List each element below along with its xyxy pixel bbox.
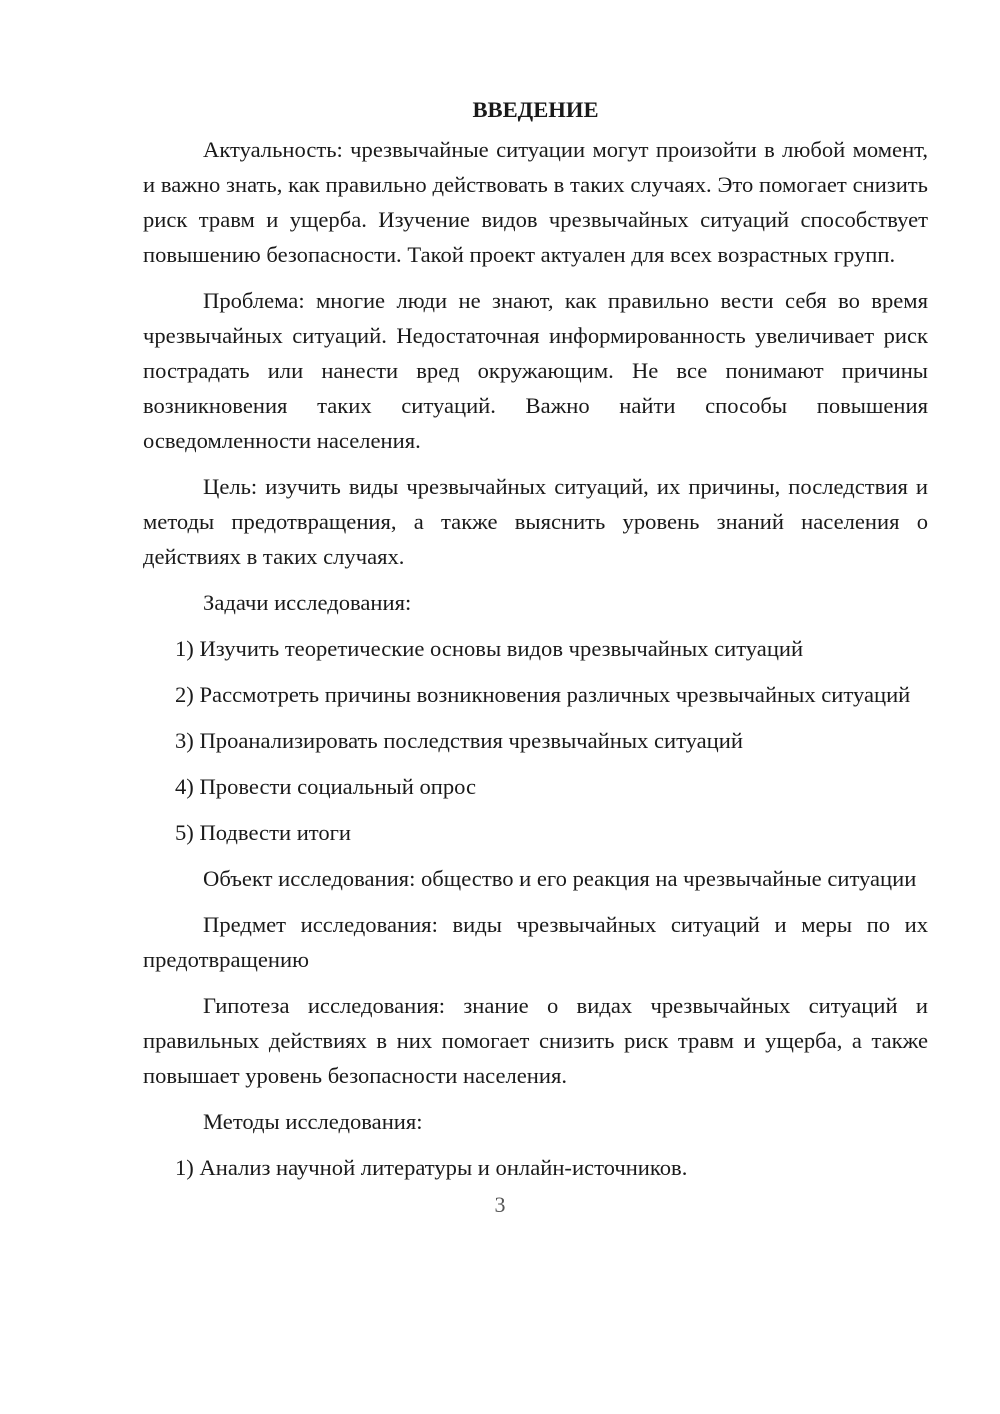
document-page <box>143 92 928 1196</box>
goal-paragraph: Цель: изучить виды чрезвычайных ситуаций, их причины, последствия и методы предотвращения, а также выяснить уровень знаний населения о действиях в таких случаях. <box>143 474 928 569</box>
methods-list <box>143 1150 928 1185</box>
tasks-heading: Задачи исследования: <box>203 590 412 615</box>
relevance-paragraph: Актуальность: чрезвычайные ситуации могут произойти в любой момент, и важно знать, как правильно действовать в таких случаях. Это помогает снизить риск травм и ущерба. Изучение видов чрезвычайных ситуаций способствует повышению безопасности. Такой проект актуален для всех возрастных групп. <box>143 137 928 267</box>
problem-paragraph: Проблема: многие люди не знают, как правильно вести себя во время чрезвычайных ситуаций. Недостаточная информированность увеличивает риск пострадать или нанести вред окружающим. Не все понимают причины возникновения таких ситуаций. Важно найти способы повышения осведомленности населения. <box>143 288 928 453</box>
task-item: 4) Провести социальный опрос <box>175 774 477 799</box>
method-item: 1) Анализ научной литературы и онлайн-источников. <box>175 1155 688 1180</box>
methods-heading: Методы исследования: <box>203 1109 423 1134</box>
subject-paragraph: Предмет исследования: виды чрезвычайных ситуаций и меры по их предотвращению <box>143 912 928 972</box>
task-item: 1) Изучить теоретические основы видов чрезвычайных ситуаций <box>175 636 804 661</box>
tasks-list <box>143 631 928 850</box>
task-item: 5) Подвести итоги <box>175 820 352 845</box>
section-title: ВВЕДЕНИЕ <box>472 97 599 122</box>
page-number: 3 <box>494 1192 506 1217</box>
hypothesis-paragraph: Гипотеза исследования: знание о видах чрезвычайных ситуаций и правильных действиях в них помогает снизить риск травм и ущерба, а также повышает уровень безопасности населения. <box>143 993 928 1088</box>
task-item: 2) Рассмотреть причины возникновения различных чрезвычайных ситуаций <box>175 682 911 707</box>
task-item: 3) Проанализировать последствия чрезвычайных ситуаций <box>175 728 743 753</box>
object-paragraph: Объект исследования: общество и его реакция на чрезвычайные ситуации <box>203 866 917 891</box>
